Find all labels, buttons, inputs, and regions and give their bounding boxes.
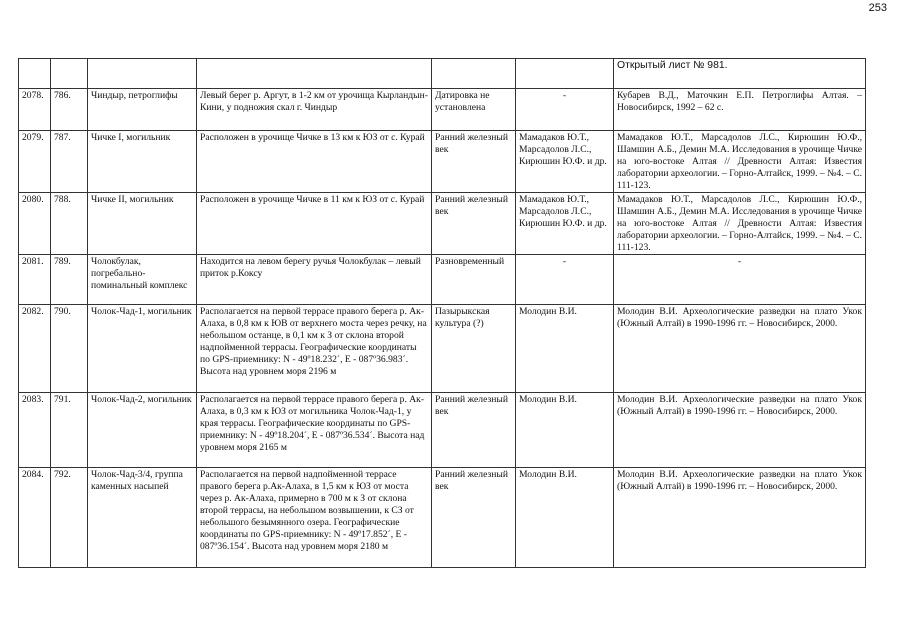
cell-empty (516, 59, 614, 89)
monument-location: Находится на левом берегу ручья Чолокбулак – левый приток р.Коксу (197, 255, 432, 305)
table-row (19, 468, 866, 568)
permit-cell: Открытый лист № 981. (614, 59, 866, 89)
table-row (19, 89, 866, 131)
row-number: 2084. (19, 468, 51, 568)
row-subnumber: 786. (51, 89, 88, 131)
monument-location: Располагается на первой террасе правого берега р. Ак-Алаха, в 0,8 км к ЮВ от верхнего моста через речку, на небольшом останце, в 0,1 км к З от склона второй надпойменной террасы. Географические координаты по GPS-приемнику: N - 49º18.232´, E - 087º36.983´. Высота над уровнем моря 2196 м (197, 305, 432, 393)
monument-researcher: Мамадаков Ю.Т., Марсадолов Л.С., Кирюшин Ю.Ф. и др. (516, 131, 614, 193)
monument-literature: Мамадаков Ю.Т., Марсадолов Л.С., Кирюшин Ю.Ф., Шамшин А.Б., Демин М.А. Исследования в урочище Чичке на юго-востоке Алтая // Древности Алтая: Известия лаборатории археологии. – Горно-Алтайск, 1999. – №4. – С. 111-123. (614, 131, 866, 193)
monument-date: Ранний железный век (432, 393, 516, 468)
monument-literature: Молодин В.И. Археологические разведки на плато Укок (Южный Алтай) в 1990-1996 гг. – Новосибирск, 2000. (614, 468, 866, 568)
monument-location: Расположен в урочище Чичке в 11 км к ЮЗ от с. Курай (197, 193, 432, 255)
monument-researcher: Молодин В.И. (516, 393, 614, 468)
monument-date: Ранний железный век (432, 131, 516, 193)
cell-empty (88, 59, 197, 89)
monument-date: Датировка не установлена (432, 89, 516, 131)
monument-name: Чолокбулак, погребально-поминальный комплекс (88, 255, 197, 305)
monument-date: Ранний железный век (432, 468, 516, 568)
row-subnumber: 787. (51, 131, 88, 193)
table-row (19, 305, 866, 393)
row-subnumber: 789. (51, 255, 88, 305)
monument-researcher: Мамадаков Ю.Т., Марсадолов Л.С., Кирюшин Ю.Ф. и др. (516, 193, 614, 255)
page-number: 253 (868, 2, 887, 14)
monument-location: Располагается на первой надпойменной террасе правого берега р.Ак-Алаха, в 1,5 км к ЮЗ от моста через р. Ак-Алаха, примерно в 700 м к З от склона второй террасы, на небольшом возвышении, к СЗ от небольшого безымянного озера. Географические координаты по GPS-приемнику: N - 49º17.852´, E - 087º36.154´. Высота над уровнем моря 2180 м (197, 468, 432, 568)
row-number: 2079. (19, 131, 51, 193)
monument-name: Чичке I, могильник (88, 131, 197, 193)
monument-literature: Молодин В.И. Археологические разведки на плато Укок (Южный Алтай) в 1990-1996 гг. – Новосибирск, 2000. (614, 393, 866, 468)
monument-researcher: Молодин В.И. (516, 468, 614, 568)
monument-date: Ранний железный век (432, 193, 516, 255)
monument-name: Чиндыр, петроглифы (88, 89, 197, 131)
monument-literature: Кубарев В.Д., Маточкин Е.П. Петроглифы Алтая. – Новосибирск, 1992 – 62 с. (614, 89, 866, 131)
table-row-permit (19, 59, 866, 89)
row-number: 2082. (19, 305, 51, 393)
monuments-table (18, 58, 866, 568)
monument-name: Чолок-Чад-2, могильник (88, 393, 197, 468)
table-row (19, 255, 866, 305)
monument-researcher: - (516, 89, 614, 131)
monument-date: Пазырыкская культура (?) (432, 305, 516, 393)
monument-location: Располагается на первой террасе правого берега р. Ак-Алаха, в 0,3 км к ЮЗ от могильника Чолок-Чад-1, у края террасы. Географические координаты по GPS-приемнику: N - 49º18.204´, E - 087º36.534´. Высота над уровнем моря 2165 м (197, 393, 432, 468)
row-number: 2081. (19, 255, 51, 305)
monument-literature: - (614, 255, 866, 305)
monument-date: Разновременный (432, 255, 516, 305)
monument-name: Чолок-Чад-3/4, группа каменных насыпей (88, 468, 197, 568)
row-subnumber: 788. (51, 193, 88, 255)
row-subnumber: 791. (51, 393, 88, 468)
cell-empty (432, 59, 516, 89)
monument-location: Расположен в урочище Чичке в 13 км к ЮЗ от с. Курай (197, 131, 432, 193)
monument-researcher: Молодин В.И. (516, 305, 614, 393)
row-number: 2080. (19, 193, 51, 255)
monument-literature: Мамадаков Ю.Т., Марсадолов Л.С., Кирюшин Ю.Ф., Шамшин А.Б., Демин М.А. Исследования в урочище Чичке на юго-востоке Алтая // Древности Алтая: Известия лаборатории археологии. – Горно-Алтайск, 1999. – №4. – С. 111-123. (614, 193, 866, 255)
cell-empty (51, 59, 88, 89)
row-subnumber: 792. (51, 468, 88, 568)
row-number: 2083. (19, 393, 51, 468)
table-row (19, 131, 866, 193)
table-row (19, 393, 866, 468)
monument-researcher: - (516, 255, 614, 305)
monument-name: Чолок-Чад-1, могильник (88, 305, 197, 393)
monument-location: Левый берег р. Аргут, в 1-2 км от урочища Кырландын-Кини, у подножия скал г. Чиндыр (197, 89, 432, 131)
row-subnumber: 790. (51, 305, 88, 393)
monument-literature: Молодин В.И. Археологические разведки на плато Укок (Южный Алтай) в 1990-1996 гг. – Новосибирск, 2000. (614, 305, 866, 393)
row-number: 2078. (19, 89, 51, 131)
cell-empty (19, 59, 51, 89)
cell-empty (197, 59, 432, 89)
table-row (19, 193, 866, 255)
monument-name: Чичке II, могильник (88, 193, 197, 255)
